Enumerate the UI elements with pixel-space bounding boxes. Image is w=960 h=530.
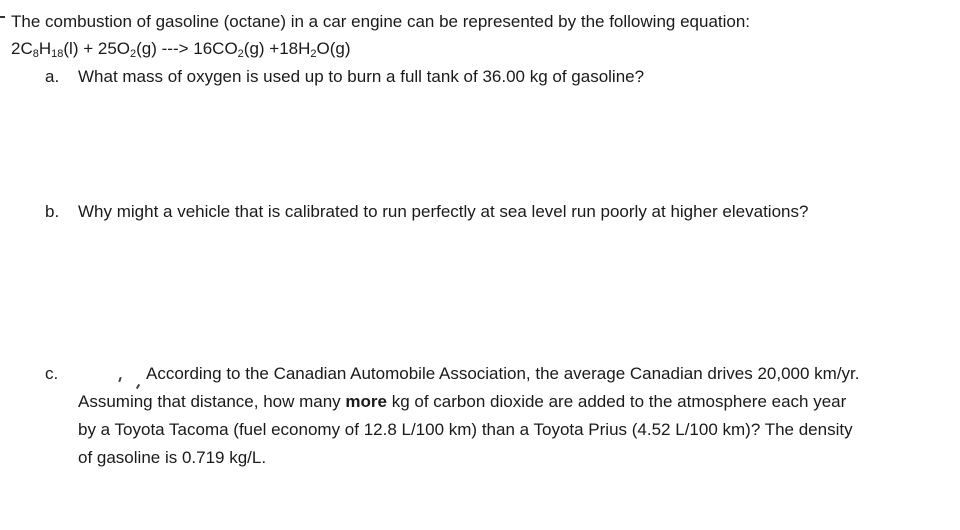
stray-tick-right bbox=[136, 384, 140, 389]
intro-text: The combustion of gasoline (octane) in a car engine can be represented by the following equation: bbox=[11, 12, 751, 31]
question-b-text: Why might a vehicle that is calibrated to run perfectly at sea level run poorly at higher elevations? bbox=[78, 202, 809, 221]
question-c-line-4: of gasoline is 0.719 kg/L. bbox=[78, 448, 267, 467]
question-c-line-1: According to the Canadian Automobile Association, the average Canadian drives 20,000 km/yr. bbox=[146, 364, 860, 383]
emphasis-more: more bbox=[345, 392, 387, 411]
edge-mark bbox=[0, 16, 5, 18]
question-c-line-3: by a Toyota Tacoma (fuel economy of 12.8 L/100 km) than a Toyota Prius (4.52 L/100 km)? The density bbox=[78, 420, 853, 439]
question-c-marker: c. bbox=[45, 364, 59, 383]
question-b-marker: b. bbox=[45, 202, 60, 221]
question-a-text: What mass of oxygen is used up to burn a full tank of 36.00 kg of gasoline? bbox=[78, 67, 645, 86]
question-a-marker: a. bbox=[45, 67, 60, 86]
chemical-equation: $2C_8H_{18}(l) + 25O_2(g)$ ---> $16CO_2(g) +18H_2O(g)$ bbox=[11, 39, 351, 60]
stray-tick-left bbox=[118, 377, 121, 382]
question-c-line-2: Assuming that distance, how many more kg of carbon dioxide are added to the atmosphere each year bbox=[78, 392, 847, 411]
